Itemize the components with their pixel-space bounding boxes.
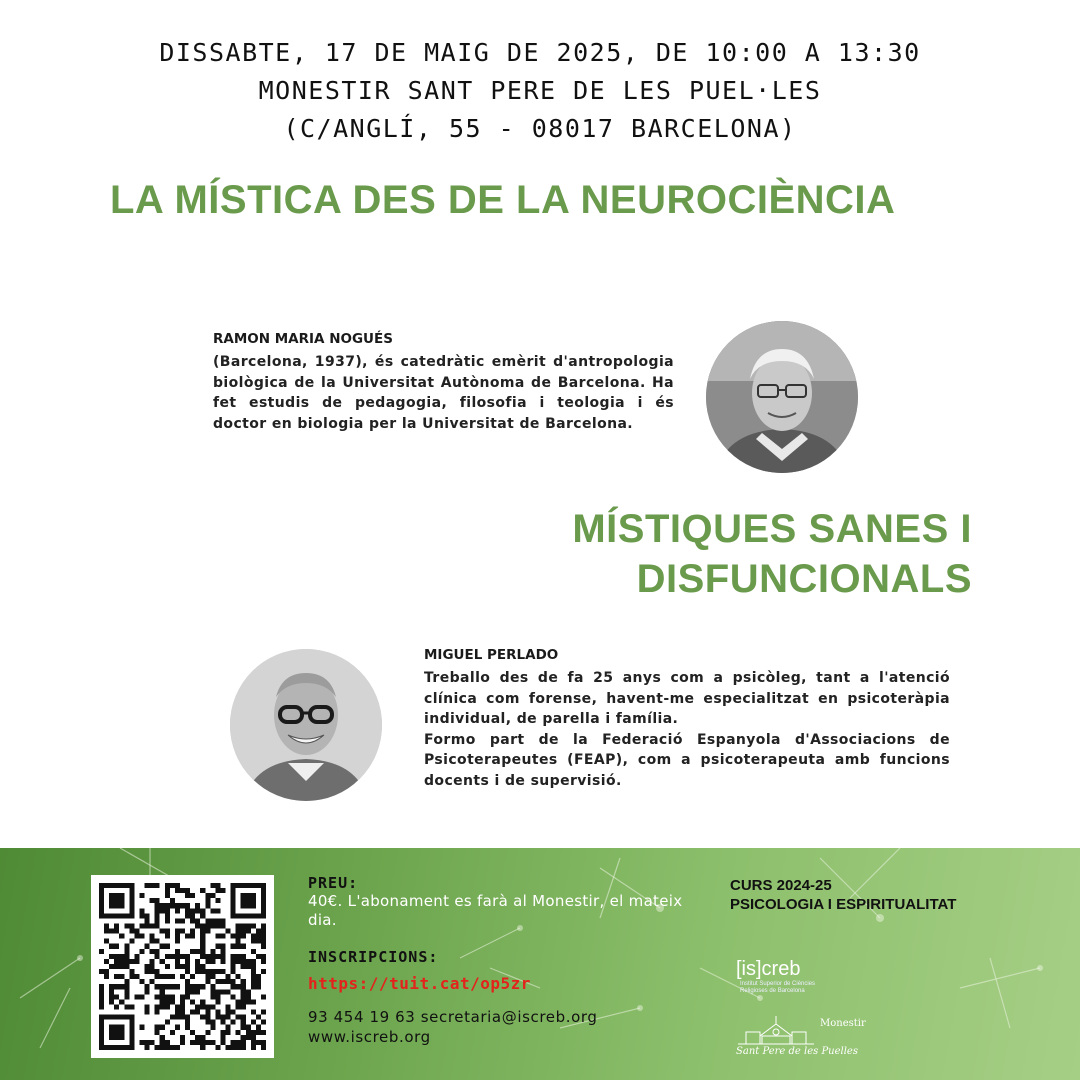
registration-qr-code[interactable] (91, 875, 274, 1058)
speaker2-photo (230, 649, 382, 801)
contact-line[interactable]: 93 454 19 63 secretaria@iscreb.org (308, 1008, 598, 1026)
speaker1-block (213, 331, 674, 434)
talk2-title-line1: MÍSTIQUES SANES I (572, 507, 972, 551)
price-label: PREU: (308, 874, 359, 892)
talk2-title (572, 504, 972, 604)
monestir-logo-name: Sant Pere de les Puelles (736, 1046, 858, 1057)
monestir-logo-word: Monestir (820, 1018, 866, 1029)
speaker2-name: MIGUEL PERLADO (424, 647, 559, 663)
iscreb-logo-subtitle2: Religioses de Barcelona (740, 988, 805, 994)
talk1-title: LA MÍSTICA DES DE LA NEUROCIÈNCIA (110, 178, 896, 222)
price-text: 40€. L'abonament es farà al Monestir, el mateix dia. (308, 892, 683, 929)
event-address: (C/ANGLÍ, 55 - 08017 BARCELONA) (283, 114, 797, 143)
course-info (730, 876, 956, 914)
footer-banner (0, 848, 1080, 1080)
event-header (0, 34, 1080, 148)
website-link[interactable]: www.iscreb.org (308, 1028, 431, 1046)
speaker2-bio-paragraph1: Treballo des de fa 25 anys com a psicòleg, tant a l'atenció clínica com forense, havent-me especialitzat en psicoteràpia individual, de parella i família. (424, 670, 950, 727)
speaker1-name: RAMON MARIA NOGUÉS (213, 331, 393, 347)
course-name: PSICOLOGIA I ESPIRITUALITAT (730, 896, 957, 913)
course-year: CURS 2024-25 (730, 877, 832, 894)
monestir-logo (736, 1012, 876, 1072)
speaker2-block (424, 647, 950, 791)
event-venue: MONESTIR SANT PERE DE LES PUEL·LES (258, 76, 822, 105)
monastery-icon (736, 1012, 816, 1046)
registration-link[interactable]: https://tuit.cat/op5zr (308, 974, 531, 993)
speaker1-bio: (Barcelona, 1937), és catedràtic emèrit d'antropologia biològica de la Universitat Autònoma de Barcelona. Ha fet estudis de pedagogia, filosofia i teologia i és doctor en biologia per la Universitat de Barcelona. (213, 354, 674, 432)
iscreb-logo (736, 958, 815, 995)
speaker2-bio-paragraph2: Formo part de la Federació Espanyola d'Associacions de Psicoterapeutes (FEAP), com a psicoterapeuta amb funcions docents i de supervisió. (424, 731, 950, 789)
iscreb-logo-subtitle1: Institut Superior de Ciències (740, 981, 816, 987)
iscreb-logo-text: [is]creb (736, 958, 801, 980)
registration-label: INSCRIPCIONS: (308, 948, 439, 966)
event-info (308, 874, 708, 1047)
speaker1-photo (706, 321, 858, 473)
talk2-title-line2: DISFUNCIONALS (636, 557, 972, 601)
event-date: DISSABTE, 17 DE MAIG DE 2025, DE 10:00 A 13:30 (159, 38, 921, 67)
